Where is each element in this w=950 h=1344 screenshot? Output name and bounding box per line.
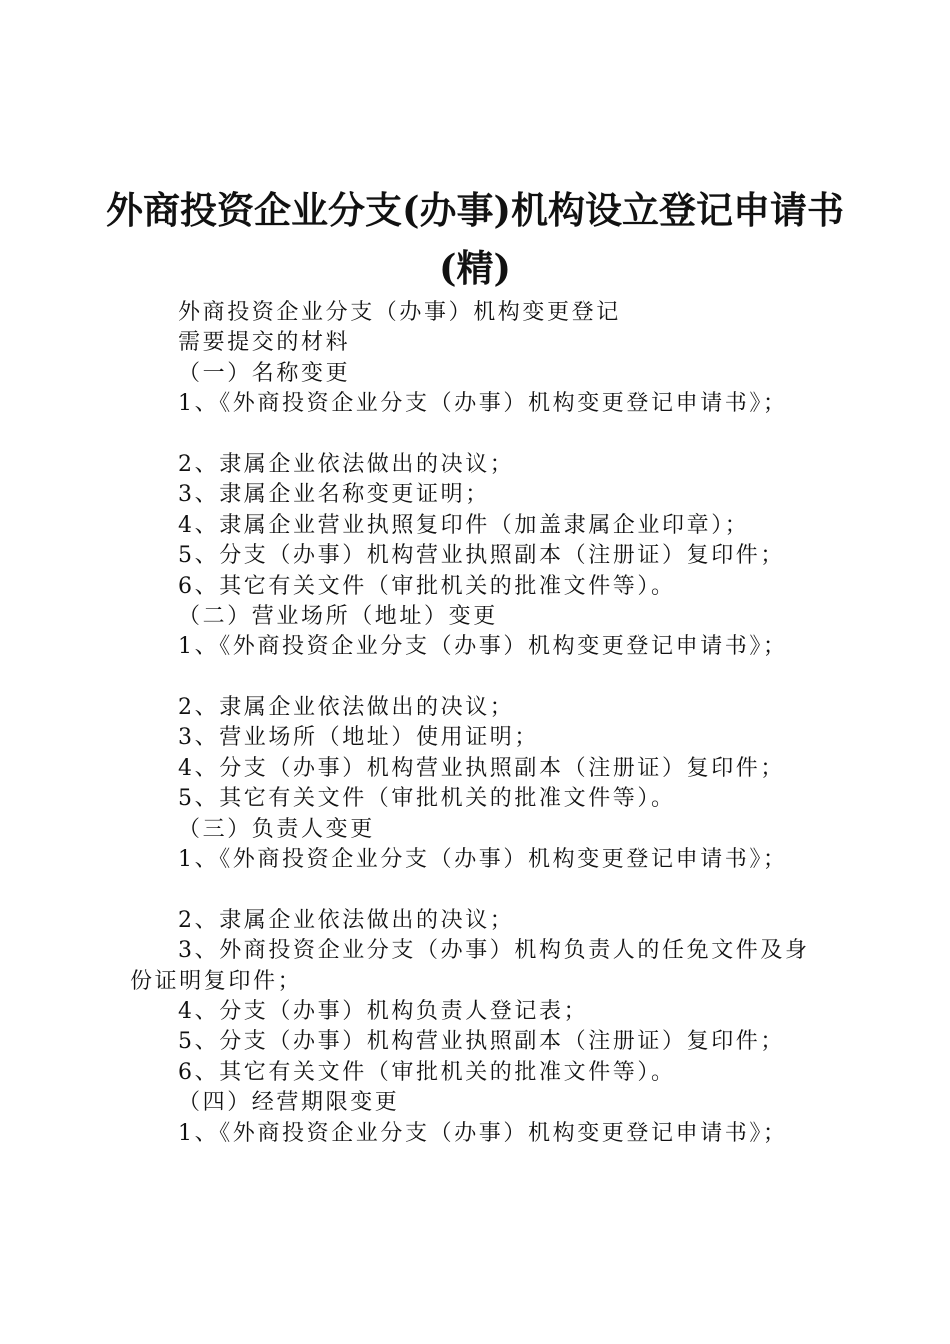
list-item: 5、分支（办事）机构营业执照副本（注册证）复印件； <box>178 1029 785 1055</box>
section-heading: （二）营业场所（地址）变更 <box>178 603 498 629</box>
section-heading: （一）名称变更 <box>178 360 351 386</box>
list-item: 3、营业场所（地址）使用证明； <box>178 725 539 751</box>
document-title-line-2: (精) <box>438 246 511 290</box>
list-item: 1、《外商投资企业分支（办事）机构变更登记申请书》； <box>178 1120 788 1146</box>
list-item: 1、《外商投资企业分支（办事）机构变更登记申请书》； <box>178 847 788 873</box>
list-item: 2、隶属企业依法做出的决议； <box>178 907 515 933</box>
blank-line <box>130 420 840 450</box>
list-item-continuation: 份证明复印件； <box>130 968 303 994</box>
document-body <box>130 298 840 1149</box>
document-title-line-1: 外商投资企业分支(办事)机构设立登记申请书 <box>105 188 844 232</box>
list-item: 1、《外商投资企业分支（办事）机构变更登记申请书》； <box>178 634 788 660</box>
list-item: 4、分支（办事）机构营业执照副本（注册证）复印件； <box>178 755 785 781</box>
list-item: 3、隶属企业名称变更证明； <box>178 482 490 508</box>
list-item: 3、外商投资企业分支（办事）机构负责人的任免文件及身 <box>178 938 810 964</box>
list-item: 1、《外商投资企业分支（办事）机构变更登记申请书》； <box>178 391 788 417</box>
list-item: 4、隶属企业营业执照复印件（加盖隶属企业印章）； <box>178 512 750 538</box>
list-item: 5、分支（办事）机构营业执照副本（注册证）复印件； <box>178 543 785 569</box>
list-item: 5、其它有关文件（审批机关的批准文件等）。 <box>178 786 676 812</box>
blank-line <box>130 875 840 905</box>
list-item: 4、分支（办事）机构负责人登记表； <box>178 998 589 1024</box>
section-heading: （四）经营期限变更 <box>178 1090 400 1116</box>
list-item: 6、其它有关文件（审批机关的批准文件等）。 <box>178 573 676 599</box>
section-heading: （三）负责人变更 <box>178 816 375 842</box>
list-item: 2、隶属企业依法做出的决议； <box>178 695 515 721</box>
list-item: 2、隶属企业依法做出的决议； <box>178 451 515 477</box>
blank-line <box>130 663 840 693</box>
list-item: 6、其它有关文件（审批机关的批准文件等）。 <box>178 1059 676 1085</box>
intro-line: 外商投资企业分支（办事）机构变更登记 <box>178 300 621 325</box>
intro-line: 需要提交的材料 <box>178 330 351 356</box>
